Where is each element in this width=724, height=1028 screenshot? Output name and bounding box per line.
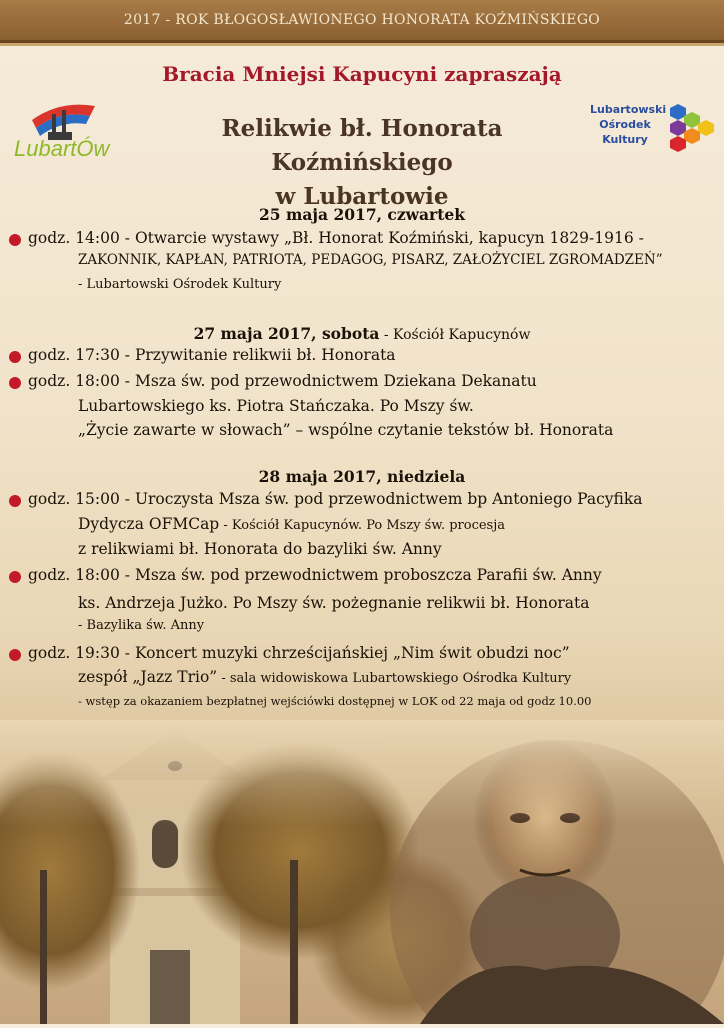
- lubartow-logo: [10, 92, 130, 172]
- church-and-portrait-image: [0, 720, 724, 1024]
- bullet-icon: [9, 649, 21, 661]
- event-line: godz. 18:00 - Msza św. pod przewodnictwem proboszcza Parafii św. Anny: [28, 566, 602, 584]
- top-banner: [0, 0, 724, 43]
- lubartow-logo-icon: [10, 92, 130, 172]
- bullet-icon: [9, 351, 21, 363]
- banner-divider: [0, 43, 724, 46]
- bullet-icon: [9, 377, 21, 389]
- event-line: ks. Andrzeja Jużko. Po Mszy św. pożegnanie relikwii bł. Honorata: [78, 594, 590, 612]
- hexagon-cluster-icon: [664, 102, 720, 156]
- lok-logo-text: Lubartowski Ośrodek Kultury: [590, 103, 667, 146]
- event-location: - Bazylika św. Anny: [78, 618, 205, 633]
- event-line: godz. 19:30 - Koncert muzyki chrześcijańskiej „Nim świt obudzi noc”: [28, 644, 570, 662]
- event-line: godz. 17:30 - Przywitanie relikwii bł. Honorata: [28, 346, 396, 364]
- event-location: - Lubartowski Ośrodek Kultury: [78, 277, 282, 292]
- event-line: „Życie zawarte w słowach” – wspólne czytanie tekstów bł. Honorata: [78, 421, 614, 439]
- invite-heading: Bracia Mniejsi Kapucyni zapraszają: [162, 62, 562, 86]
- event-line: Lubartowskiego ks. Piotra Stańczaka. Po Mszy św.: [78, 397, 474, 415]
- day-heading-1: 25 maja 2017, czwartek: [259, 205, 465, 224]
- bullet-icon: [9, 495, 21, 507]
- banner-text: 2017 - ROK BŁOGOSŁAWIONEGO HONORATA KOŹMIŃSKIEGO: [123, 12, 601, 28]
- bullet-icon: [9, 234, 21, 246]
- day-heading-3: 28 maja 2017, niedziela: [258, 467, 466, 486]
- event-line: Dydycza OFMCap - Kościół Kapucynów. Po Mszy św. procesja: [78, 515, 505, 533]
- title-line-2: w Lubartowie: [275, 183, 449, 210]
- event-note: - wstęp za okazaniem bezpłatnej wejściówki dostępnej w LOK od 22 maja od godz 10.00: [78, 694, 592, 708]
- event-line: godz. 14:00 - Otwarcie wystawy „Bł. Honorat Koźmiński, kapucyn 1829-1916 -: [28, 229, 644, 247]
- event-line: godz. 18:00 - Msza św. pod przewodnictwem Dziekana Dekanatu: [28, 372, 537, 390]
- event-line: ZAKONNIK, KAPŁAN, PATRIOTA, PEDAGOG, PISARZ, ZAŁOŻYCIEL ZGROMADZEŃ”: [78, 252, 663, 268]
- event-line: zespół „Jazz Trio” - sala widowiskowa Lubartowskiego Ośrodka Kultury: [78, 668, 572, 686]
- photo-collage: [0, 720, 724, 1024]
- page-title: [140, 112, 584, 214]
- event-line: z relikwiami bł. Honorata do bazyliki św. Anny: [78, 540, 442, 558]
- title-line-1: Relikwie bł. Honorata Koźmińskiego: [221, 115, 503, 176]
- event-line: godz. 15:00 - Uroczysta Msza św. pod przewodnictwem bp Antoniego Pacyfika: [28, 490, 643, 508]
- day-heading-2: 27 maja 2017, sobota - Kościół Kapucynów: [193, 324, 531, 343]
- lubartow-logo-text: LubartÓw: [14, 136, 110, 161]
- bullet-icon: [9, 571, 21, 583]
- lok-logo: [590, 98, 720, 158]
